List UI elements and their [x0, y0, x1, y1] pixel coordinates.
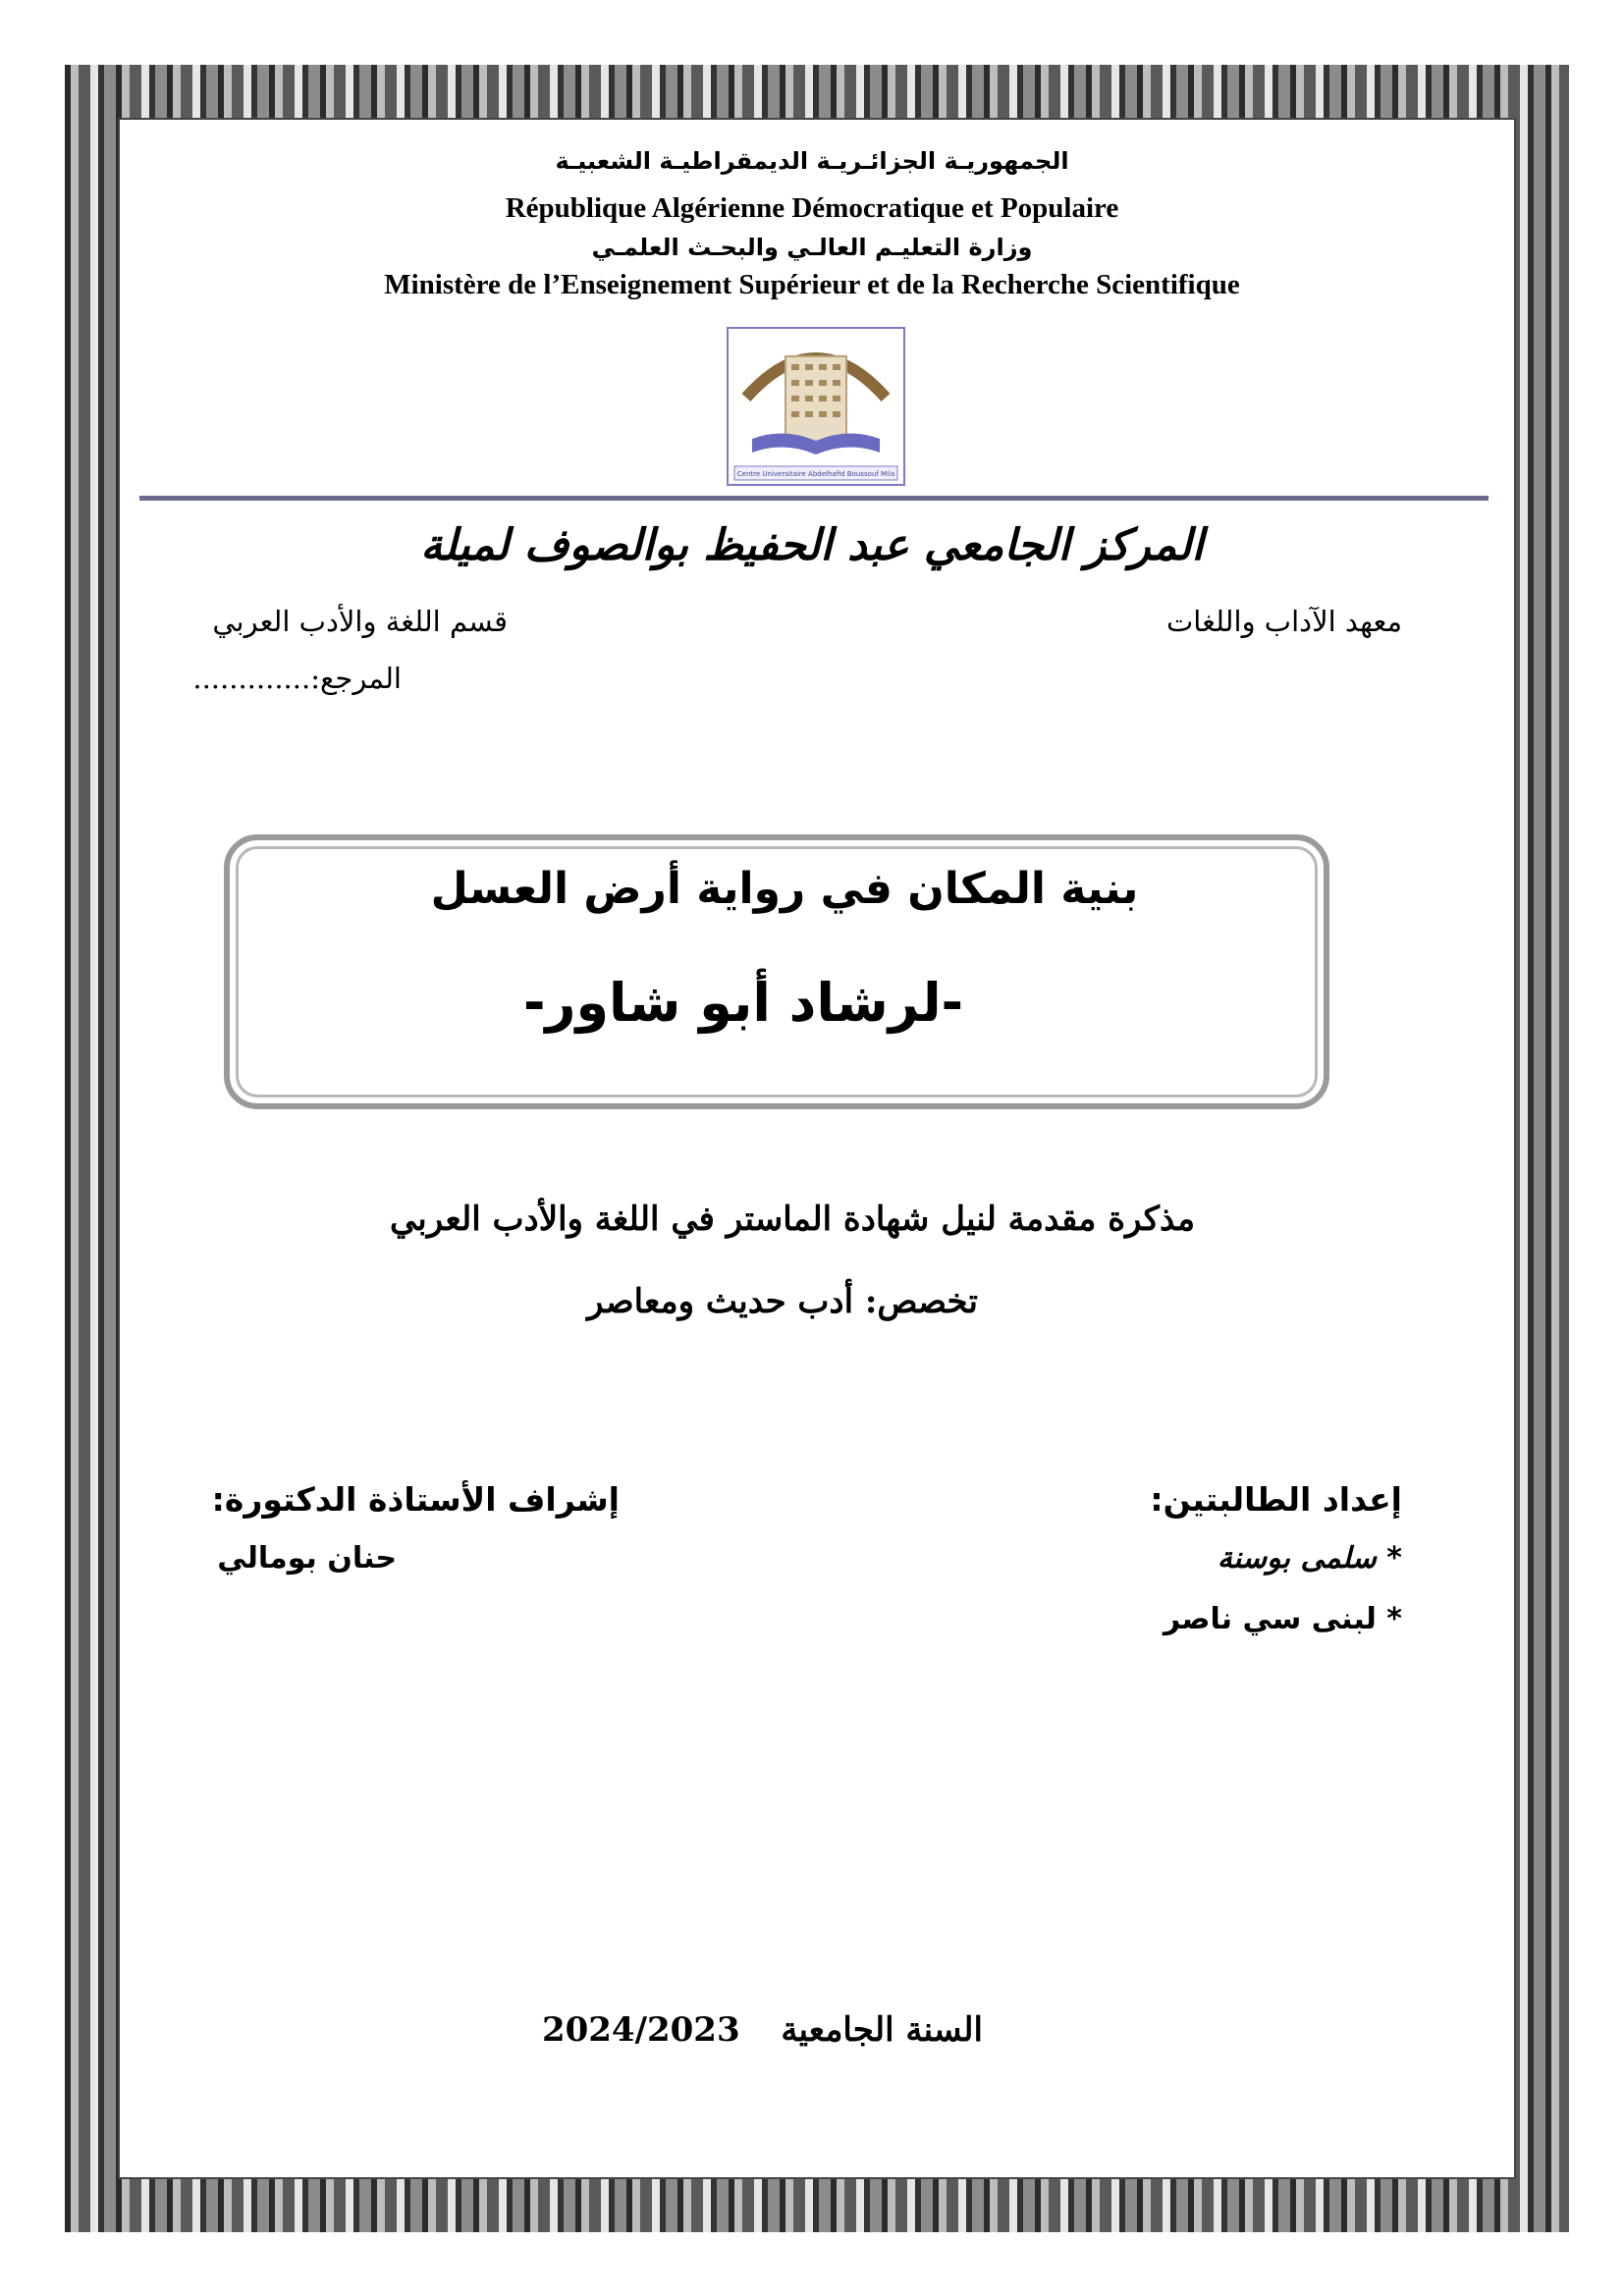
student-name: * لبنى سي ناصر	[1163, 1602, 1402, 1636]
academic-year	[542, 2010, 983, 2050]
reference-number: المرجع:.............	[192, 662, 402, 695]
supervisor-label: إشراف الأستاذة الدكتورة:	[211, 1480, 620, 1519]
logo-caption: Centre Universitaire Abdelhafid Boussouf Mila	[736, 470, 895, 478]
student-name: * سلمى بوسنة	[1217, 1541, 1402, 1575]
thesis-purpose: مذكرة مقدمة لنيل شهادة الماستر في اللغة والأدب العربي	[389, 1200, 1196, 1239]
academic-year-value: 2024/2023	[541, 2010, 740, 2050]
supervisor-name: حنان بومالي	[217, 1541, 397, 1575]
republic-french: République Algérienne Démocratique et Populaire	[505, 192, 1119, 224]
academic-year-label: السنة الجامعية	[781, 2010, 983, 2050]
thesis-specialty: تخصص: أدب حديث ومعاصر	[587, 1282, 978, 1321]
institute-name: معهد الآداب واللغات	[1165, 605, 1402, 638]
ministry-arabic: وزارة التعليـم العالـي والبحـث العلمـي	[591, 234, 1033, 261]
department-name: قسم اللغة والأدب العربي	[212, 605, 508, 638]
thesis-title: بنية المكان في رواية أرض العسل	[430, 864, 1139, 914]
university-logo	[727, 327, 905, 486]
thesis-author-subtitle: -لرشاد أبو شاور-	[522, 972, 964, 1034]
republic-arabic: الجمهوريـة الجزائـريـة الديمقراطيـة الشعبيـة	[555, 147, 1069, 175]
header-divider	[139, 496, 1489, 501]
ministry-french: Ministère de l’Enseignement Supérieur et de la Recherche Scientifique	[384, 269, 1240, 300]
students-label: إعداد الطالبتين:	[1150, 1480, 1402, 1519]
institution-name: المركز الجامعي عبد الحفيظ بوالصوف لميلة	[420, 520, 1204, 570]
